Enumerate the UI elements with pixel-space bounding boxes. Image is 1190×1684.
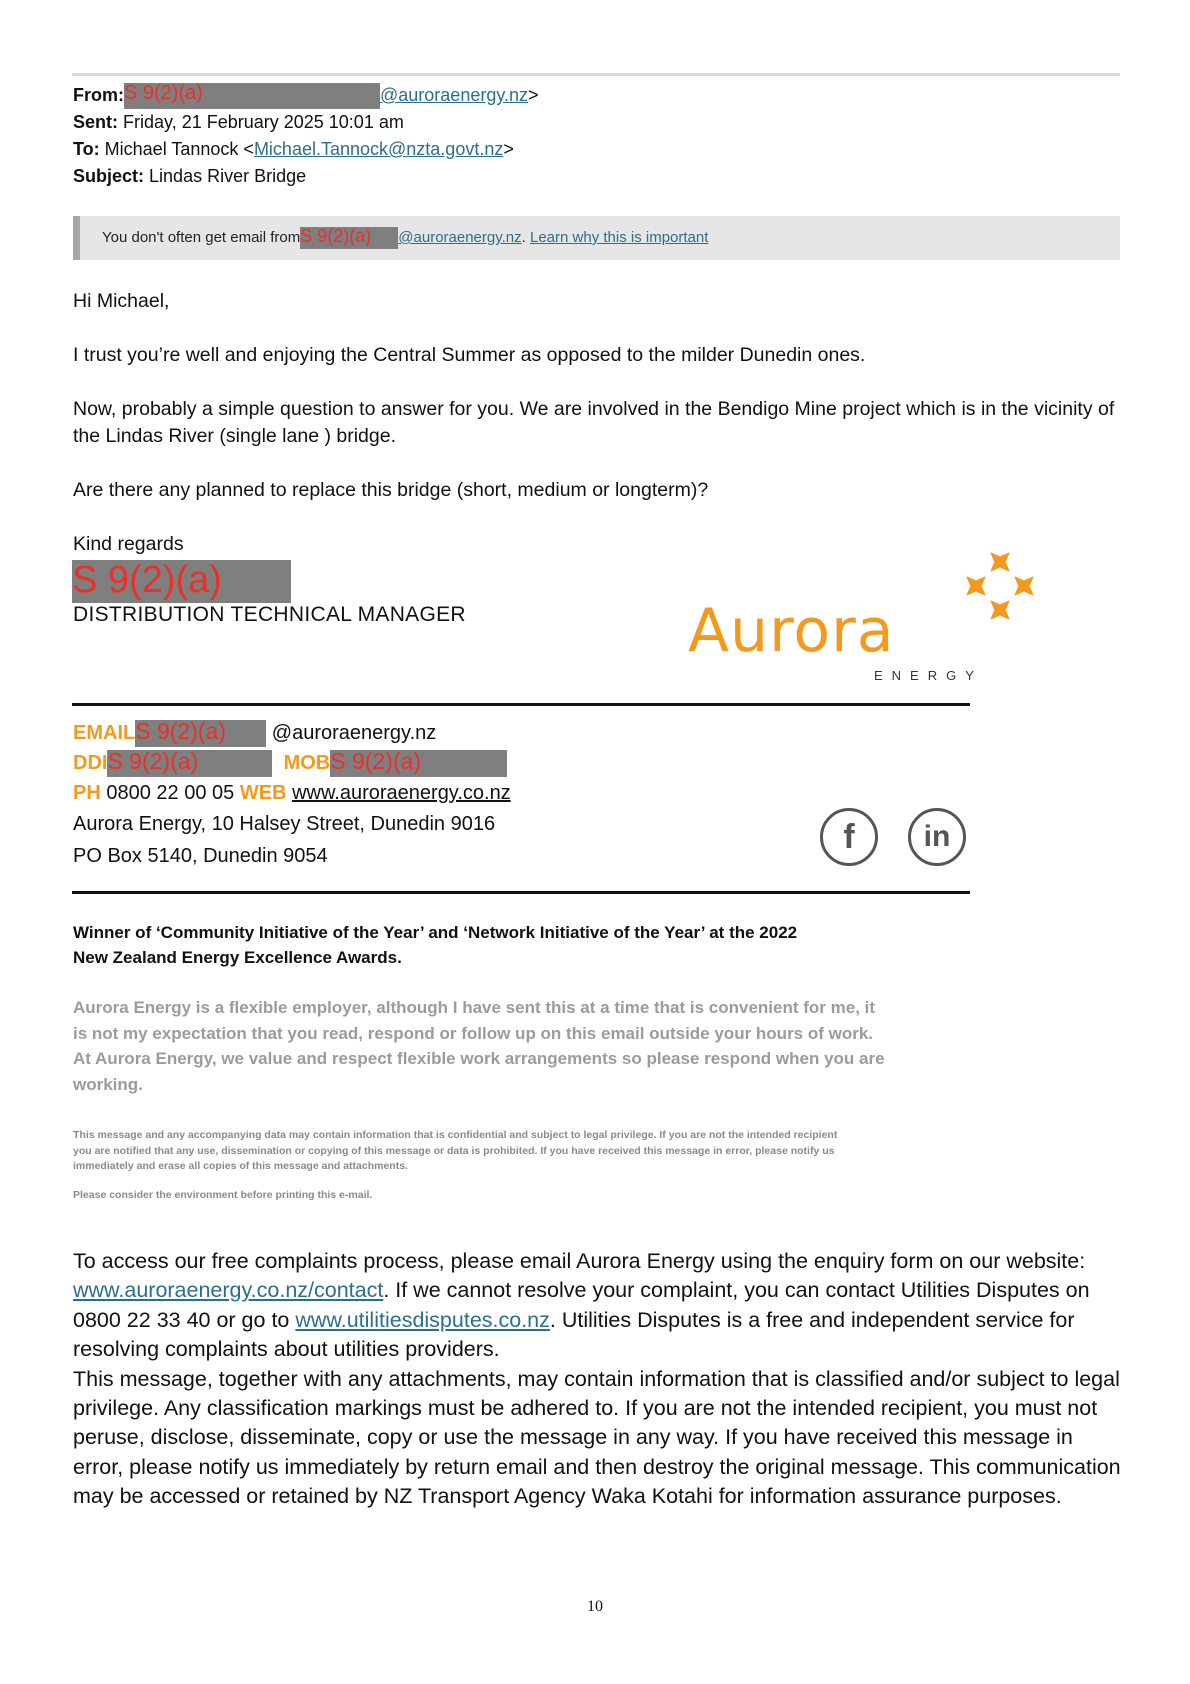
- facebook-icon[interactable]: f: [820, 808, 878, 866]
- from-line: [73, 82, 539, 109]
- award-note: [73, 920, 797, 970]
- redaction-from: S 9(2)(a): [124, 83, 380, 109]
- banner-text: You don't often get email from: [102, 229, 301, 246]
- page-number: 10: [587, 1598, 603, 1615]
- contact-phone-line: [73, 749, 507, 777]
- ph-label: PH: [73, 782, 101, 804]
- subject-label: Subject:: [73, 166, 145, 186]
- from-email-domain[interactable]: @auroraenergy.nz: [380, 85, 529, 105]
- banner-sep: .: [521, 229, 526, 246]
- to-email-link[interactable]: Michael.Tannock@nzta.govt.nz: [253, 139, 504, 159]
- redaction-banner: S 9(2)(a): [300, 227, 398, 249]
- flexible-work-note: Aurora Energy is a flexible employer, although I have sent this at a time that is convenient for me, it is not my expectation that you read, respond or follow up on this email outside your hours of work. At Aurora Energy, we value and respect flexible work arrangements so please respond when you are working.: [73, 998, 885, 1094]
- redaction-ddi: S 9(2)(a): [107, 750, 272, 777]
- closing: Kind regards: [73, 533, 184, 555]
- from-label: From:: [73, 85, 124, 105]
- subject-line: [73, 163, 306, 189]
- to-name: Michael Tannock <: [104, 139, 254, 159]
- greeting: Hi Michael,: [73, 290, 170, 312]
- confidentiality-note: This message and any accompanying data may contain information that is confidential and subject to legal privilege. If you are not the intended recipient you are notified that any use, dissemination or copying of this message or data is prohibited. If you have received this message in error, please notify us immediately and erase all copies of this message and attachments.: [73, 1129, 838, 1172]
- banner-domain[interactable]: @auroraenergy.nz: [398, 229, 522, 246]
- footer-disclaimer: [73, 1247, 1123, 1512]
- complaints-text: To access our free complaints process, please email Aurora Energy using the enquiry form on our website:: [73, 1249, 1086, 1273]
- utilities-disputes-link[interactable]: www.utilitiesdisputes.co.nz: [295, 1307, 550, 1332]
- web-label: WEB: [239, 782, 287, 804]
- sent-value: Friday, 21 February 2025 10:01 am: [123, 112, 404, 132]
- logo-wordmark: Aurora: [688, 596, 895, 666]
- sent-label: Sent:: [73, 112, 118, 132]
- mob-label: MOB: [283, 752, 331, 774]
- external-sender-banner: [73, 216, 1120, 260]
- address-line-1: Aurora Energy, 10 Halsey Street, Dunedin 9016: [73, 813, 496, 835]
- complaints-text: . Utilities Disputes is a free and independent service for resolving complaints about utilities providers.: [73, 1307, 1075, 1362]
- signature-divider-bottom: [72, 891, 970, 894]
- sent-line: [73, 109, 404, 135]
- signature-divider-top: [72, 703, 970, 706]
- web-link[interactable]: www.auroraenergy.co.nz: [292, 782, 511, 804]
- contact-email-line: [73, 719, 436, 747]
- subject-value: Lindas River Bridge: [149, 166, 307, 186]
- email-label: EMAIL: [73, 722, 136, 744]
- address-line-2: PO Box 5140, Dunedin 9054: [73, 845, 328, 867]
- redaction-email: S 9(2)(a): [135, 720, 266, 747]
- bracket: >: [503, 139, 514, 159]
- learn-why-link[interactable]: Learn why this is important: [529, 229, 709, 246]
- ddi-label: DDI: [73, 752, 108, 774]
- complaints-paragraph: [73, 1247, 1123, 1365]
- redaction-signature-name: S 9(2)(a): [72, 560, 291, 603]
- bracket: >: [528, 85, 539, 105]
- aurora-logo: [680, 538, 1040, 688]
- body-paragraph-3: Are there any planned to replace this bridge (short, medium or longterm)?: [73, 479, 709, 501]
- contact-ph-line: [73, 779, 511, 807]
- to-label: To:: [73, 139, 100, 159]
- logo-subtitle: ENERGY: [874, 668, 983, 683]
- award-line-2: New Zealand Energy Excellence Awards.: [73, 948, 402, 967]
- complaints-text: . If we cannot resolve your complaint, you can contact Utilities Disputes on 0800 22 33 40 or go to: [73, 1278, 1090, 1332]
- contact-link[interactable]: www.auroraenergy.co.nz/contact: [73, 1278, 384, 1303]
- top-divider: [72, 73, 1120, 76]
- body-paragraph-1: I trust you’re well and enjoying the Central Summer as opposed to the milder Dunedin ones.: [73, 344, 866, 366]
- to-line: [73, 136, 514, 162]
- email-domain: @auroraenergy.nz: [271, 722, 437, 744]
- linkedin-icon[interactable]: in: [908, 808, 966, 866]
- ph-value: 0800 22 00 05: [106, 782, 235, 804]
- signature-title: DISTRIBUTION TECHNICAL MANAGER: [73, 603, 466, 626]
- redaction-mob: S 9(2)(a): [330, 750, 507, 777]
- award-line-1: Winner of ‘Community Initiative of the Year’ and ‘Network Initiative of the Year’ at the 2022: [73, 923, 798, 942]
- environment-note: Please consider the environment before printing this e-mail.: [73, 1189, 373, 1201]
- signature-name: [72, 560, 291, 603]
- classification-paragraph: This message, together with any attachments, may contain information that is classified and/or subject to legal privilege. Any classification markings must be adhered to. If you are not the intended recipient, you must not peruse, disclose, disseminate, copy or use the message in any way. If you have received this message in error, please notify us immediately by return email and then destroy the original message. This communication may be accessed or retained by NZ Transport Agency Waka Kotahi for information assurance purposes.: [73, 1366, 1121, 1509]
- body-paragraph-2: Now, probably a simple question to answer for you. We are involved in the Bendigo Mine project which is in the vicinity of the Lindas River (single lane ) bridge.: [73, 398, 1115, 447]
